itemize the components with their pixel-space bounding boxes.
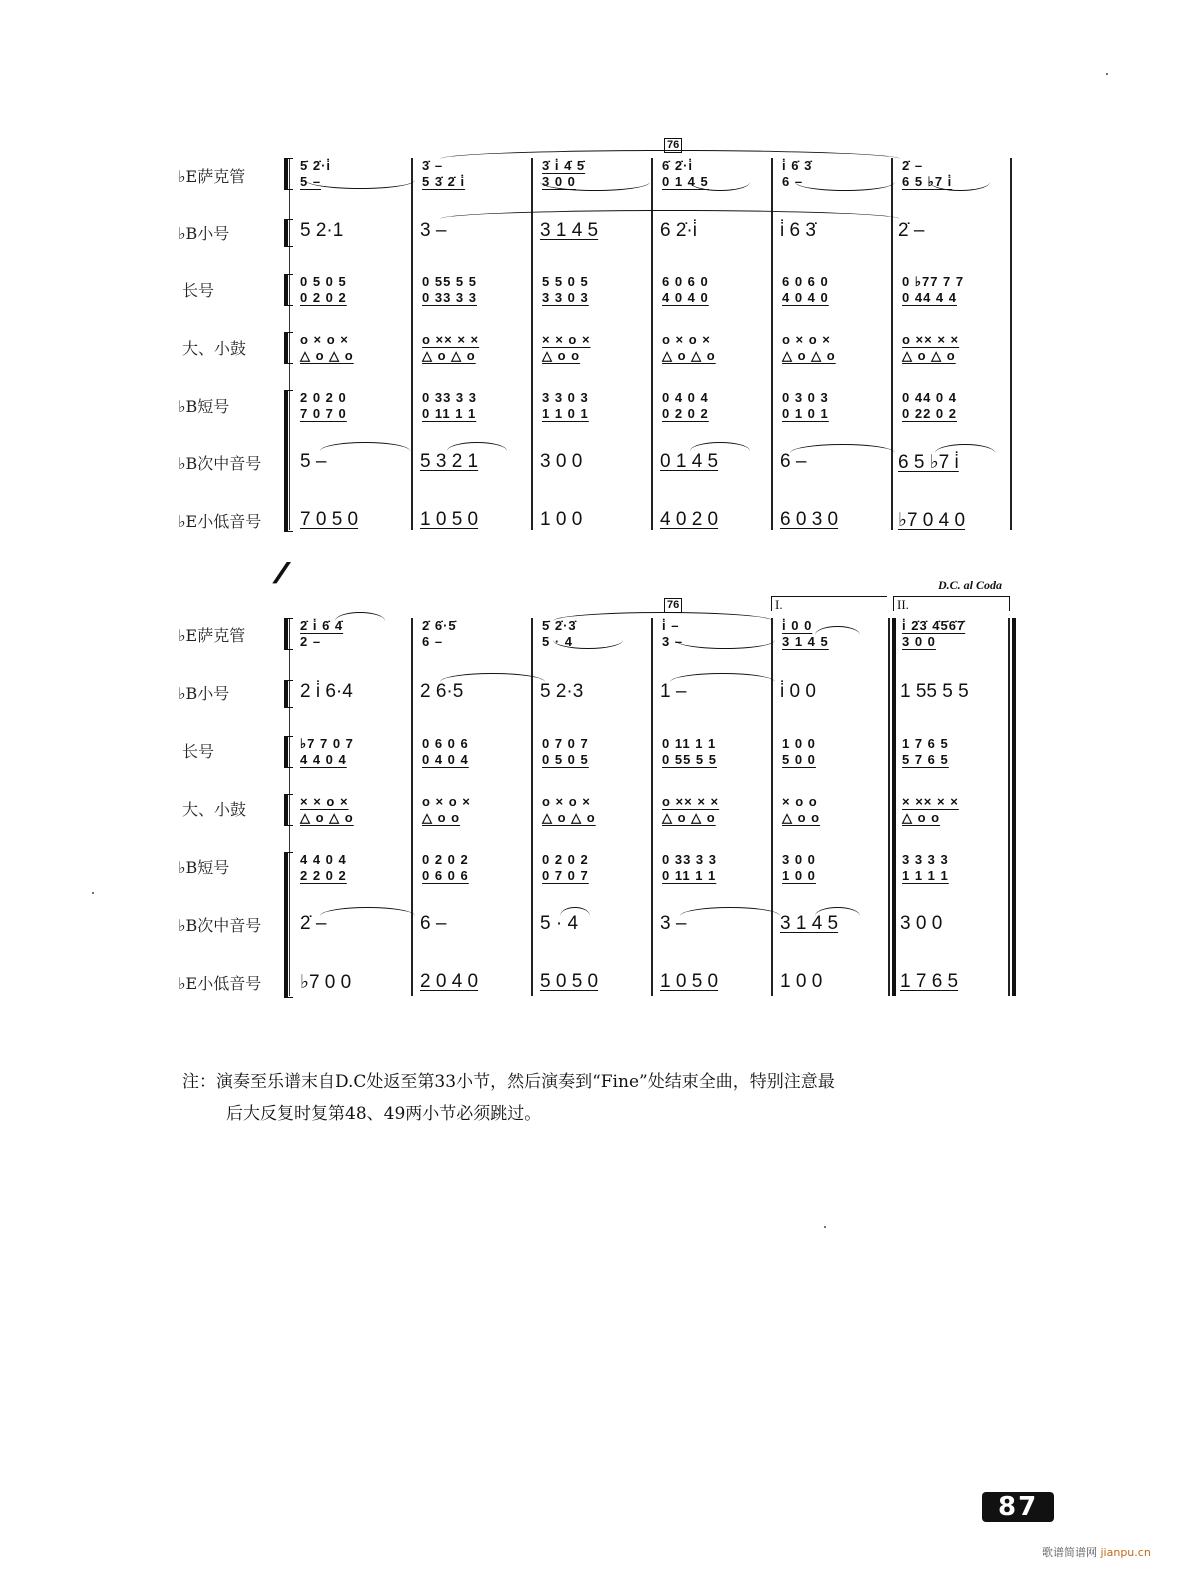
baritone-measure: 3 0 0 [540, 451, 583, 472]
tuba-measure: 5 0 5 0 [540, 971, 599, 992]
tie [447, 442, 507, 451]
bracket-sax [284, 158, 293, 190]
drums-measure: o × o × △ o △ o [300, 332, 354, 363]
repeat-end-barline [888, 618, 890, 996]
rehearsal-mark-76: 76 [664, 138, 682, 153]
trumpet-measure: 1 – [660, 681, 687, 702]
trombone-measure: 0 7 0 7 0 5 0 5 [542, 736, 589, 767]
sax-measure: 2̇ 6̇·5̇ 6 – [422, 618, 457, 649]
cornet-measure: 0 2 0 2 0 7 0 7 [542, 852, 589, 883]
bracket-drums [284, 332, 293, 364]
baritone-measure: 2̇ – [300, 913, 327, 934]
sax-measure: i̇ 6̇ 3̇ 6 – [782, 158, 813, 189]
tie [440, 210, 900, 219]
tie [320, 907, 415, 916]
trumpet-measure: 3 – [420, 220, 447, 241]
tie [690, 442, 750, 451]
page-number: 87 [982, 1492, 1054, 1522]
instrument-label-drums: 大、小鼓 [182, 800, 247, 819]
barline [411, 618, 413, 996]
rehearsal-mark-76: 76 [664, 598, 682, 613]
tie [675, 640, 775, 649]
baritone-measure: 0 1 4 5 [660, 451, 719, 472]
instrument-label-trombone: 长号 [182, 281, 215, 300]
barline [531, 618, 533, 996]
baritone-measure: 3 0 0 [900, 913, 943, 934]
cornet-measure: 3 3 3 3 1 1 1 1 [902, 852, 949, 883]
sax-measure: 5̇ 2̇·i̇ 5 – [300, 158, 332, 189]
sax-measure: 2̇ – 6 5 ♭7 i̇ [902, 158, 953, 189]
baritone-measure: 6 – [420, 913, 447, 934]
final-barline [1008, 618, 1010, 996]
sax-measure: 2̇ i̇ 6̇ 4̇ 2 – [300, 618, 344, 649]
scan-speck [1106, 73, 1108, 75]
repeat-end-barline-thick [892, 618, 896, 996]
trombone-measure: 6 0 6 0 4 0 4 0 [662, 274, 709, 305]
sax-measure: i̇ – 3 – [662, 618, 684, 649]
baritone-measure: 6 5 ♭7 i̇ [898, 452, 959, 473]
dc-al-coda-marking: D.C. al Coda [938, 578, 1003, 592]
trombone-measure: 0 55 5 5 0 33 3 3 [422, 274, 477, 305]
bracket-sax [284, 618, 293, 650]
instrument-label-sax: ♭E萨克管 [178, 167, 246, 186]
cornet-measure: 2 0 2 0 7 0 7 0 [300, 390, 347, 421]
instrument-label-baritone: ♭B次中音号 [178, 454, 262, 473]
bracket-trumpet [284, 219, 293, 247]
footnote-line-2: 后大反复时复第48、49两小节必须跳过。 [226, 1104, 542, 1124]
trumpet-measure: i̇ 0 0 [780, 681, 816, 702]
volta-second-ending: II. [893, 596, 1010, 611]
trumpet-measure: 2 i̇ 6·4 [300, 681, 353, 702]
site-watermark [1042, 1544, 1151, 1560]
trumpet-measure: 2 6·5 [420, 681, 464, 702]
tuba-measure: 6 0 3 0 [780, 509, 839, 530]
barline [1010, 158, 1012, 530]
cornet-measure: 0 33 3 3 0 11 1 1 [422, 390, 477, 421]
footnote-line-1: 注：演奏至乐谱末自D.C处返至第33小节，然后演奏到“Fine”处结束全曲，特别注意最 [182, 1072, 835, 1092]
cornet-measure: 0 4 0 4 0 2 0 2 [662, 390, 709, 421]
baritone-measure: 6 – [780, 451, 807, 472]
drums-measure: × ×× × × △ o o [902, 794, 959, 825]
barline [771, 618, 773, 996]
cornet-measure: 0 33 3 3 0 11 1 1 [662, 852, 717, 883]
final-barline-thick [1012, 618, 1016, 996]
baritone-measure: 3 1 4 5 [780, 913, 839, 934]
drums-measure: o ×× × × △ o △ o [662, 794, 720, 825]
trumpet-measure: 5 2·1 [300, 220, 344, 241]
trombone-measure: 1 0 0 5 0 0 [782, 736, 816, 767]
bracket-trombone [284, 736, 293, 768]
scan-speck [92, 892, 94, 894]
barline [411, 158, 413, 530]
tuba-measure: 1 0 5 0 [420, 509, 479, 530]
trombone-measure: ♭7 7 0 7 4 4 0 4 [300, 736, 354, 767]
instrument-label-trombone: 长号 [182, 742, 215, 761]
baritone-measure: 3 – [660, 913, 687, 934]
tie [320, 442, 410, 451]
sax-measure: i̇ 0 0 3 1 4 5 [782, 618, 829, 649]
instrument-label-tuba: ♭E小低音号 [178, 512, 262, 531]
instrument-label-drums: 大、小鼓 [182, 339, 247, 358]
tie [680, 907, 780, 916]
drums-measure: o ×× × × △ o △ o [422, 332, 480, 363]
trombone-measure: 6 0 6 0 4 0 4 0 [782, 274, 829, 305]
trombone-measure: 0 ♭77 7 7 0 44 4 4 [902, 274, 965, 305]
trumpet-measure: 6 2̇·i̇ [660, 220, 697, 241]
instrument-label-cornet: ♭B短号 [178, 858, 230, 877]
cornet-measure: 0 44 0 4 0 22 0 2 [902, 390, 957, 421]
drums-measure: o × o × △ o △ o [662, 332, 716, 363]
sax-measure: 3̇ i̇ 4̇ 5̇ 3 0 0 [542, 158, 586, 189]
drums-measure: × × o × △ o △ o [300, 794, 354, 825]
tuba-measure: 1 0 0 [780, 971, 823, 992]
baritone-measure: 5 – [300, 451, 327, 472]
bracket-brass-group [284, 390, 293, 532]
volta-first-ending: I. [771, 596, 887, 611]
cornet-measure: 3 3 0 3 1 1 0 1 [542, 390, 589, 421]
trombone-measure: 0 11 1 1 0 55 5 5 [662, 736, 717, 767]
tuba-measure: 1 7 6 5 [900, 971, 959, 992]
baritone-measure: 5 · 4 [540, 913, 579, 934]
bracket-brass-group [284, 852, 293, 998]
bracket-drums [284, 794, 293, 826]
bracket-trombone [284, 274, 293, 306]
instrument-label-trumpet: ♭B小号 [178, 224, 230, 243]
trumpet-measure: 3 1 4 5 [540, 220, 599, 241]
trumpet-measure: 1 55 5 5 [900, 681, 969, 702]
trumpet-measure: 2̇ – [898, 220, 925, 241]
cornet-measure: 3 0 0 1 0 0 [782, 852, 816, 883]
trumpet-measure: i̇ 6 3̇ [780, 220, 816, 241]
tuba-measure: 1 0 5 0 [660, 971, 719, 992]
watermark-cn: 歌谱简谱网 [1042, 1546, 1097, 1559]
drums-measure: × o o △ o o [782, 794, 821, 825]
sax-measure: 5̇ 2̇·3̇ 5 · 4 [542, 618, 577, 649]
trombone-measure: 0 5 0 5 0 2 0 2 [300, 274, 347, 305]
tuba-measure: 1 0 0 [540, 509, 583, 530]
trombone-measure: 1 7 6 5 5 7 6 5 [902, 736, 949, 767]
instrument-label-cornet: ♭B短号 [178, 397, 230, 416]
watermark-latin: jianpu.cn [1100, 1546, 1151, 1559]
drums-measure: o × o × △ o △ o [542, 794, 596, 825]
tuba-measure: 2 0 4 0 [420, 971, 479, 992]
drums-measure: o × o × △ o o [422, 794, 471, 825]
sax-measure: 6̇ 2̇·i̇ 0 1 4 5 [662, 158, 709, 189]
tuba-measure: ♭7 0 0 [300, 972, 352, 993]
drums-measure: o × o × △ o △ o [782, 332, 836, 363]
segno-sign: // [270, 558, 285, 588]
drums-measure: o ×× × × △ o △ o [902, 332, 960, 363]
cornet-measure: 0 3 0 3 0 1 0 1 [782, 390, 829, 421]
instrument-label-trumpet: ♭B小号 [178, 684, 230, 703]
trombone-measure: 0 6 0 6 0 4 0 4 [422, 736, 469, 767]
tuba-measure: 7 0 5 0 [300, 509, 359, 530]
barline [891, 158, 893, 530]
cornet-measure: 0 2 0 2 0 6 0 6 [422, 852, 469, 883]
sax-measure: 3̇ – 5 3̇ 2̇ i̇ [422, 158, 466, 189]
bracket-trumpet [284, 680, 293, 708]
scan-speck [824, 1226, 826, 1228]
drums-measure: × × o × △ o o [542, 332, 591, 363]
baritone-measure: 5 3 2 1 [420, 451, 479, 472]
tuba-measure: ♭7 0 4 0 [898, 510, 966, 531]
instrument-label-baritone: ♭B次中音号 [178, 916, 262, 935]
sax-measure: i̇ 2̇3̇ 4̇5̇6̇7̇ 3 0 0 [902, 618, 966, 649]
instrument-label-tuba: ♭E小低音号 [178, 974, 262, 993]
trumpet-measure: 5 2·3 [540, 681, 584, 702]
tuba-measure: 4 0 2 0 [660, 509, 719, 530]
instrument-label-sax: ♭E萨克管 [178, 626, 246, 645]
footnote [182, 1066, 1042, 1130]
cornet-measure: 4 4 0 4 2 2 0 2 [300, 852, 347, 883]
trombone-measure: 5 5 0 5 3 3 0 3 [542, 274, 589, 305]
barline [651, 618, 653, 996]
